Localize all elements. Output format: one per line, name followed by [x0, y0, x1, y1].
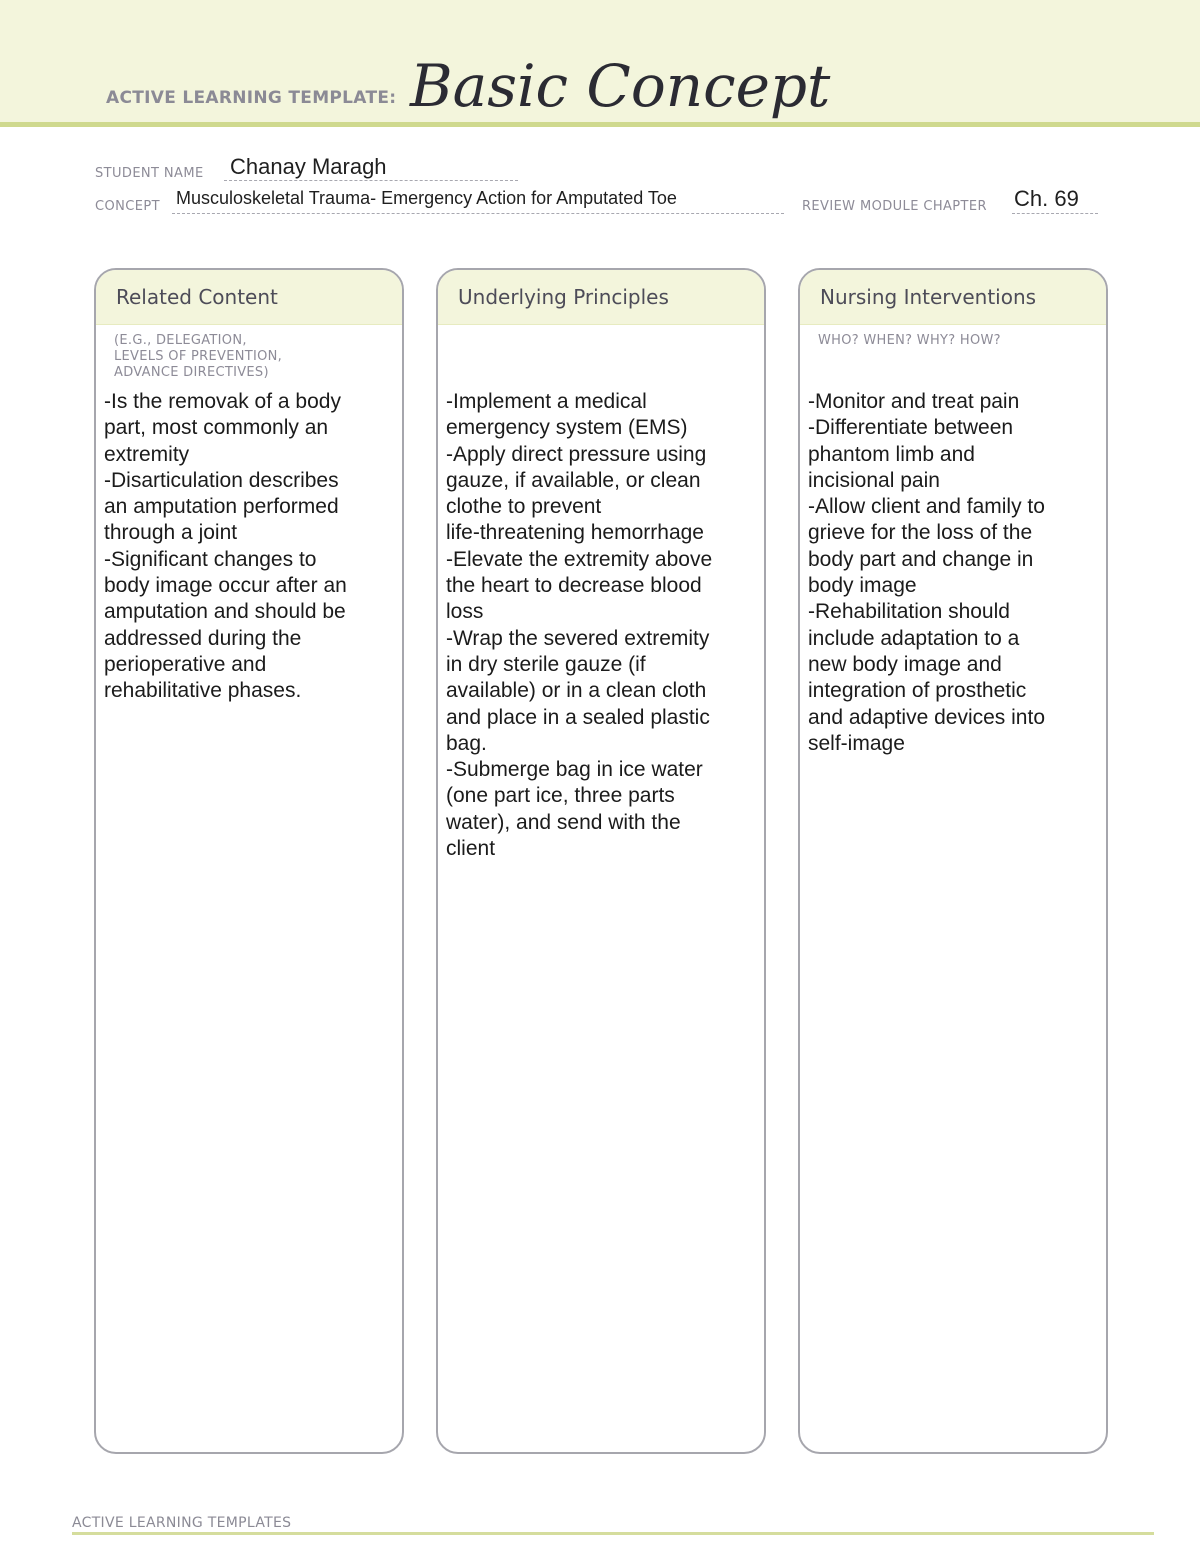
student-name-label: STUDENT NAME — [95, 166, 204, 181]
underlying-principles-text[interactable]: -Implement a medical emergency system (EMS) -Apply direct pressure using gauze, if available, or clean clothe to prevent life-threatening hemorrhage -Elevate the extremity above the heart to decrease blood loss -Wrap the severed extremity in dry sterile gauze (if available) or in a clean cloth and place in a sealed plastic bag. -Submerge bag in ice water (one part ice, three parts water), and send with the client — [446, 390, 713, 861]
student-name-field[interactable]: Chanay Maragh — [230, 154, 387, 179]
related-content-title: Related Content — [96, 270, 402, 325]
underlying-principles-subtitle — [438, 325, 764, 389]
related-content-subtitle: (E.G., DELEGATION, LEVELS OF PREVENTION, ADVANCE DIRECTIVES) — [114, 333, 283, 380]
nursing-interventions-title: Nursing Interventions — [800, 270, 1106, 325]
template-label: ACTIVE LEARNING TEMPLATE: — [106, 88, 397, 108]
header-divider — [0, 122, 1200, 127]
footer-label: ACTIVE LEARNING TEMPLATES — [72, 1515, 292, 1531]
student-name-line — [224, 180, 518, 181]
related-content-card — [94, 268, 404, 1454]
nursing-interventions-subtitle: WHO? WHEN? WHY? HOW? — [818, 333, 1001, 348]
review-module-field[interactable]: Ch. 69 — [1014, 186, 1079, 211]
review-module-line — [1012, 213, 1098, 214]
underlying-principles-card — [436, 268, 766, 1454]
concept-label: CONCEPT — [95, 199, 160, 214]
footer-divider — [72, 1532, 1154, 1535]
template-title: Basic Concept — [410, 52, 831, 120]
review-module-label: REVIEW MODULE CHAPTER — [802, 199, 987, 214]
underlying-principles-title: Underlying Principles — [438, 270, 764, 325]
nursing-interventions-card — [798, 268, 1108, 1454]
concept-field[interactable]: Musculoskeletal Trauma- Emergency Action for Amputated Toe — [176, 188, 677, 208]
nursing-interventions-text[interactable]: -Monitor and treat pain -Differentiate between phantom limb and incisional pain -Allow client and family to grieve for the loss of the body part and change in body image -Rehabilitation should include adaptation to a new body image and integration of prosthetic and adaptive devices into self-image — [808, 390, 1045, 755]
concept-line — [172, 213, 784, 214]
related-content-text[interactable]: -Is the removak of a body part, most commonly an extremity -Disarticulation describes an amputation performed through a joint -Significant changes to body image occur after an amputation and should be addressed during the perioperative and rehabilitative phases. — [104, 390, 347, 703]
